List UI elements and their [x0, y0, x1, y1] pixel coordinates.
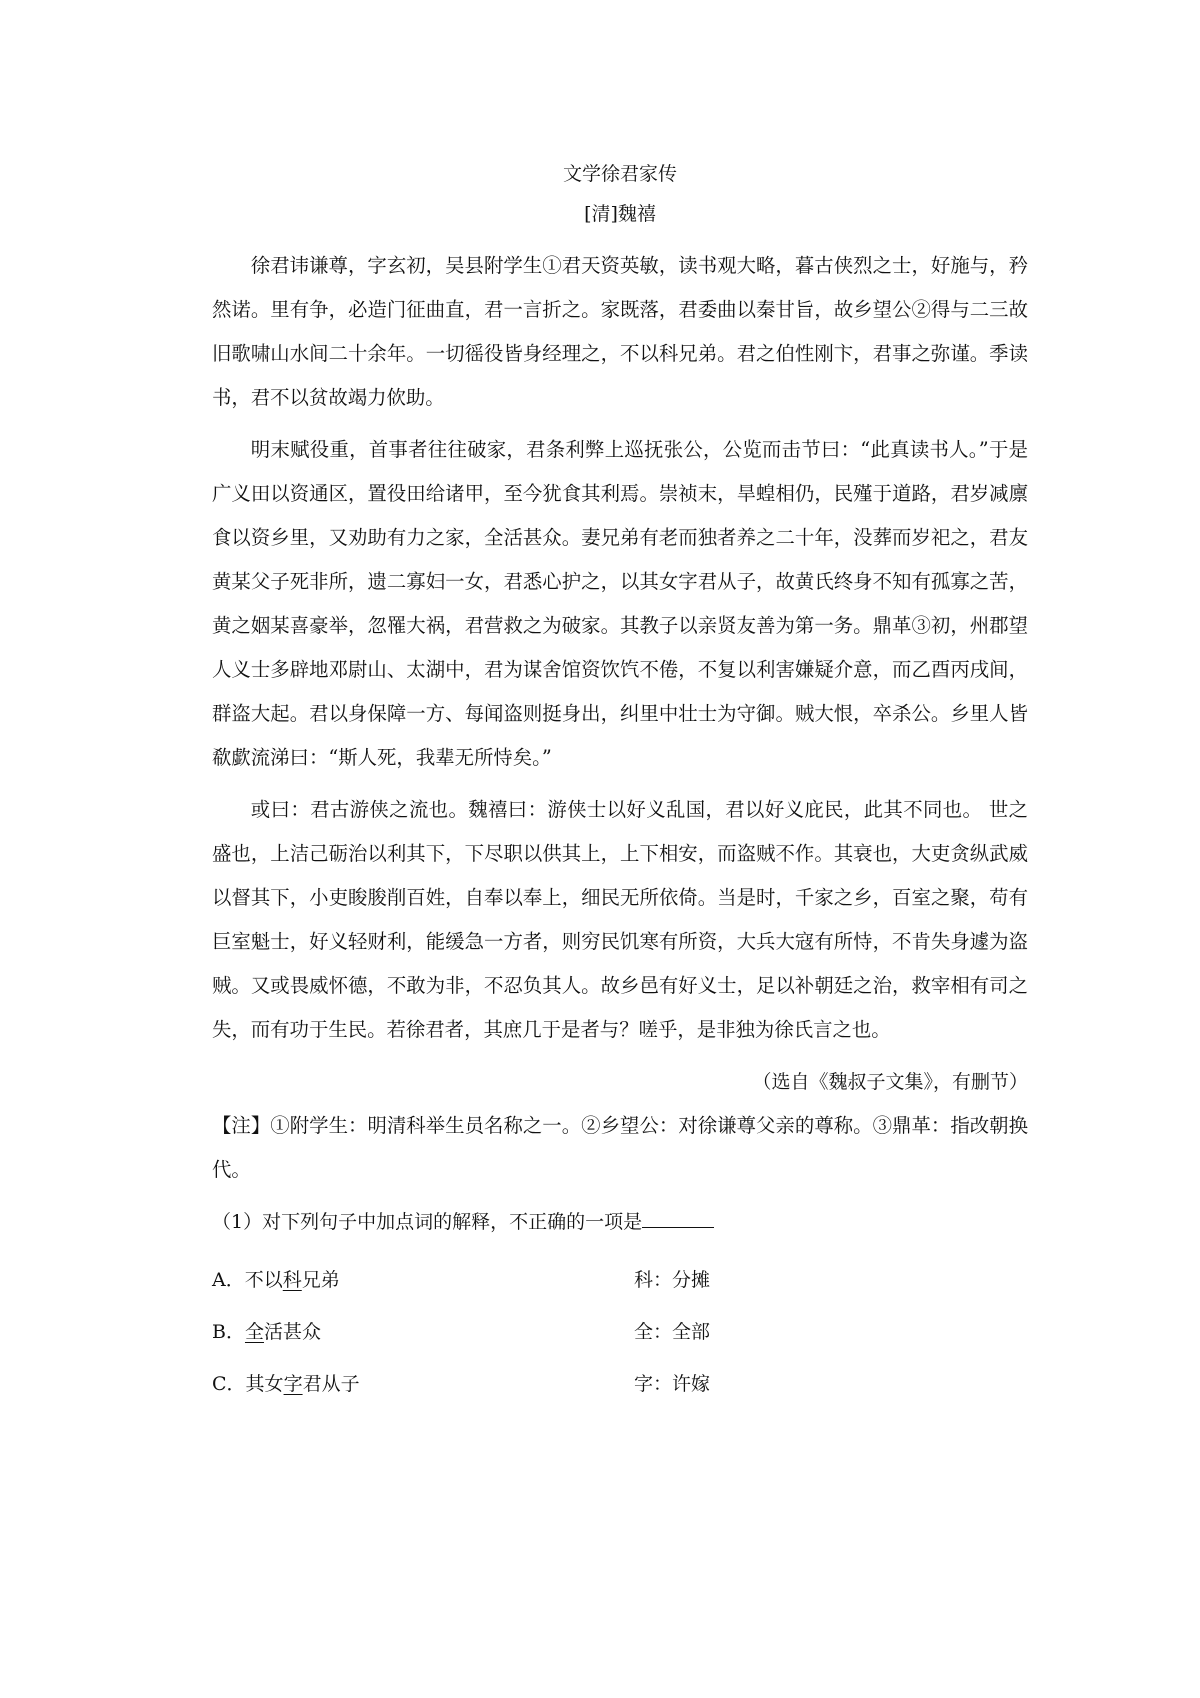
option-c-post: 君从子 [302, 1373, 360, 1395]
option-c-keyword: 字 [283, 1373, 303, 1395]
option-a-keyword: 科 [282, 1269, 302, 1291]
option-a [212, 1254, 1028, 1306]
answer-blank[interactable] [642, 1207, 714, 1228]
option-b-sentence [212, 1306, 321, 1358]
option-b-explanation: 全：全部 [634, 1321, 711, 1343]
question-stem-text: （1）对下列句子中加点词的解释，不正确的一项是 [212, 1211, 643, 1233]
article-author: [清]魏禧 [584, 203, 656, 225]
option-b [212, 1306, 1028, 1358]
source-citation: （选自《魏叔子文集》，有删节） [752, 1071, 1028, 1093]
option-a-pre: 不以 [244, 1269, 283, 1291]
option-b-post: 活甚众 [263, 1321, 321, 1343]
option-c [212, 1358, 1028, 1410]
option-a-sentence [212, 1254, 340, 1306]
footnote-text: ①附学生：明清科举生员名称之一。②乡望公：对徐谦尊父亲的尊称。③鼎革：指改朝换代。 [212, 1114, 1029, 1181]
option-c-pre: 其女 [245, 1373, 284, 1395]
option-a-explanation: 科：分摊 [634, 1269, 711, 1291]
paragraph-3: 或曰：君古游侠之流也。魏禧曰：游侠士以好义乱国，君以好义庇民，此其不同也。 世之盛也，上洁己砺治以利其下，下尽职以供其上，上下相安，而盗贼不作。其衰也，大吏贪纵武威以督其下，小吏睃朘削百姓，自奉以奉上，细民无所依倚。当是时，千家之乡，百室之聚，苟有巨室魁士，好义轻财利，能缓急一方者，则穷民饥寒有所资，大兵大寇有所恃，不肯失身遽为盗贼。又或畏威怀德，不敢为非，不忍负其人。故乡邑有好义士，足以补朝廷之治，救宰相有司之失，而有功于生民。若徐君者，其庶几于是者与？嗟乎，是非独为徐氏言之也。 [212, 798, 1028, 1041]
option-c-explanation: 字：许嫁 [634, 1373, 711, 1395]
option-b-keyword: 全 [244, 1321, 264, 1343]
paragraph-1: 徐君讳谦尊，字玄初，吴县附学生①君天资英敏，读书观大略，暮古侠烈之士，好施与，矜然诺。里有争，必造门征曲直，君一言折之。家既落，君委曲以秦甘旨，故乡望公②得与二三故旧歌啸山水间二十余年。一切徭役皆身经理之，不以科兄弟。君之伯性刚卞，君事之弥谨。季读书，君不以贫故竭力佽助。 [212, 254, 1028, 409]
question-stem [212, 1200, 1028, 1244]
option-c-sentence [212, 1358, 360, 1410]
document-content [212, 156, 1028, 1410]
option-c-letter: C． [212, 1373, 246, 1395]
paragraph-2: 明末赋役重，首事者往往破家，君条利弊上巡抚张公，公览而击节曰：“此真读书人。”于是广义田以资通区，置役田给诸甲，至今犹食其利焉。崇祯末，旱蝗相仍，民殣于道路，君岁减廪食以资乡里，又劝助有力之家，全活甚众。妻兄弟有老而独者养之二十年，没葬而岁祀之，君友黄某父子死非所，遗二寡妇一女，君悉心护之，以其女字君从子，故黄氏终身不知有孤寡之苦，黄之姻某喜豪举，忽罹大祸，君营救之为破家。其教子以亲贤友善为第一务。鼎革③初，州郡望人义士多辟地邓尉山、太湖中，君为谋舍馆资饮饩不倦，不复以利害嫌疑介意，而乙酉丙戌间，群盗大起。君以身保障一方、每闻盗则挺身出，纠里中壮士为守御。贼大恨，卒杀公。乡里人皆欷歔流涕曰：“斯人死，我辈无所恃矣。” [212, 438, 1028, 769]
footnote-label: 【注】 [212, 1114, 271, 1137]
footnote [212, 1104, 1028, 1192]
option-a-letter: A． [212, 1269, 245, 1291]
article-title: 文学徐君家传 [562, 163, 677, 185]
answer-options [212, 1254, 1028, 1410]
option-a-post: 兄弟 [301, 1269, 340, 1291]
option-b-letter: B． [212, 1321, 245, 1343]
